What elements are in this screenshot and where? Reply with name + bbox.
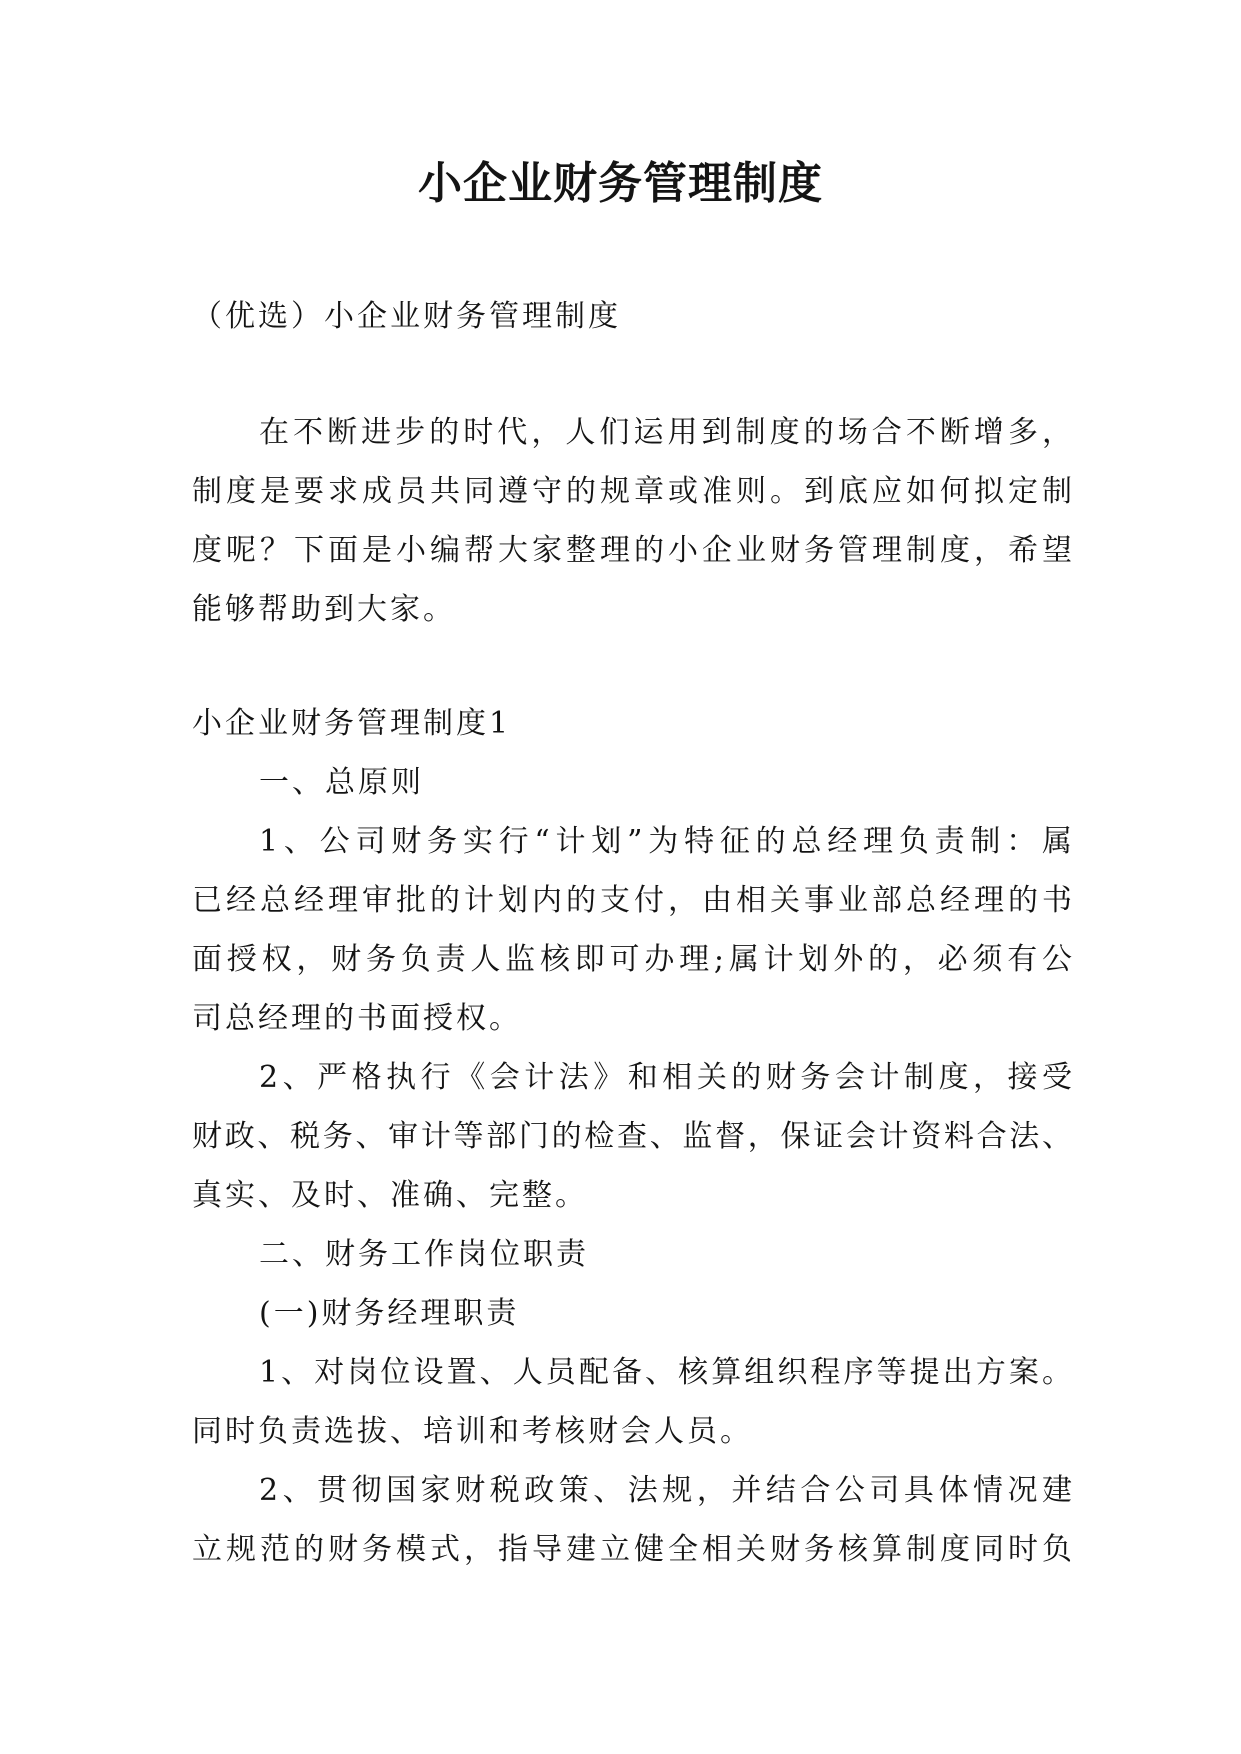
paragraph-line: 制度是要求成员共同遵守的规章或准则。到底应如何拟定制 [192,474,1073,509]
paragraph-line: 司总经理的书面授权。 [192,1001,522,1036]
paragraph-line: 在不断进步的时代，人们运用到制度的场合不断增多， [259,415,1073,450]
paragraph-line: 1、对岗位设置、人员配备、核算组织程序等提出方案。 [259,1355,1073,1390]
section-heading-job-duties: 二、财务工作岗位职责 [259,1237,589,1272]
paragraph-line: 真实、及时、准确、完整。 [192,1178,588,1213]
paragraph-line: 度呢？下面是小编帮大家整理的小企业财务管理制度，希望 [192,533,1073,568]
duty-paragraph-1 [192,1343,1073,1461]
paragraph-line: 2、贯彻国家财税政策、法规，并结合公司具体情况建 [259,1473,1073,1508]
rule-paragraph-1 [192,812,1073,1048]
paragraph-line: 面授权，财务负责人监核即可办理;属计划外的，必须有公 [192,942,1073,977]
paragraph-line: 能够帮助到大家。 [192,592,456,627]
paragraph-line: 2、严格执行《会计法》和相关的财务会计制度，接受 [259,1060,1073,1095]
document-body [192,694,1073,1579]
section-heading-general-principles: 一、总原则 [259,765,424,800]
paragraph-line: 财政、税务、审计等部门的检查、监督，保证会计资料合法、 [192,1119,1073,1154]
duty-paragraph-2 [192,1461,1073,1579]
subheading-finance-manager-duties: (一)财务经理职责 [259,1296,520,1331]
paragraph-line: 同时负责选拔、培训和考核财会人员。 [192,1414,753,1449]
paragraph-line: 立规范的财务模式，指导建立健全相关财务核算制度同时负 [192,1532,1073,1567]
section-title: 小企业财务管理制度1 [192,706,512,741]
document-subtitle: （优选）小企业财务管理制度 [192,299,621,334]
paragraph-line: 已经总经理审批的计划内的支付，由相关事业部总经理的书 [192,883,1073,918]
intro-paragraph [192,403,1073,639]
document-title: 小企业财务管理制度 [418,158,823,209]
paragraph-line: 1、公司财务实行“计划”为特征的总经理负责制：属 [259,824,1073,859]
rule-paragraph-2 [192,1048,1073,1225]
